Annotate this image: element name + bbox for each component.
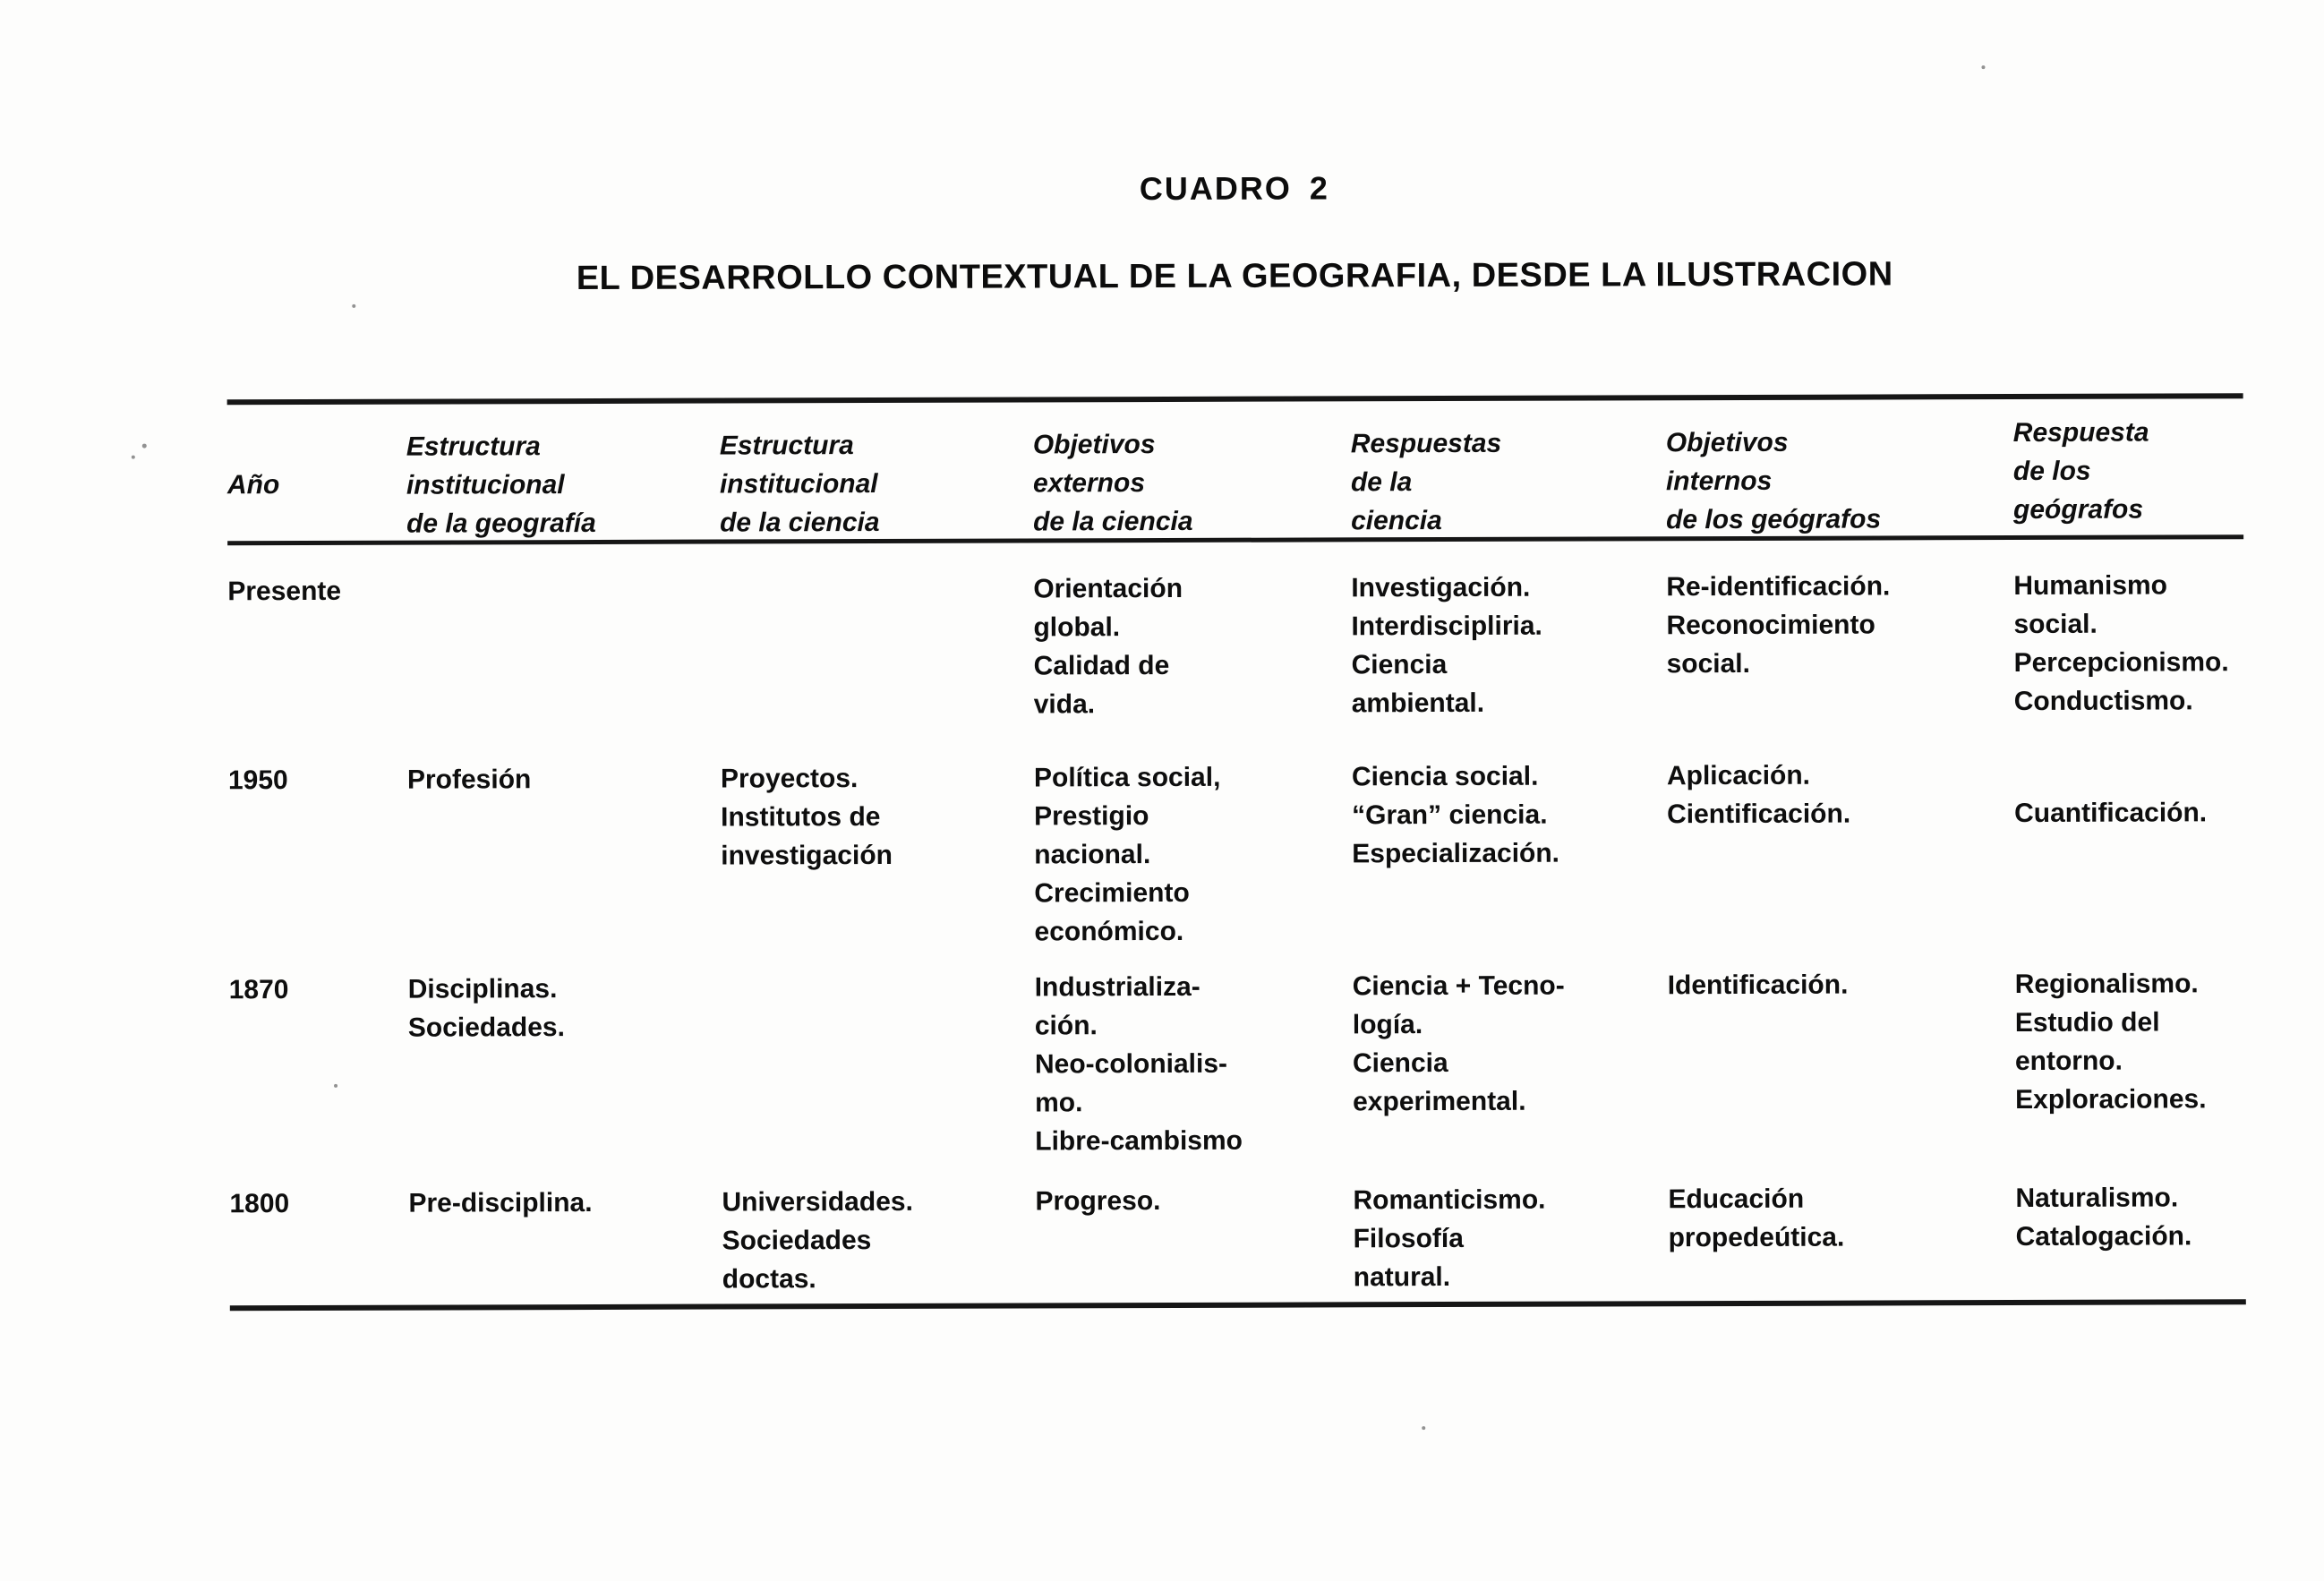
- table-row-presente: [227, 539, 2244, 756]
- column-header-objetivos-internos: Objetivos internos de los geógrafos: [1665, 427, 1882, 535]
- cell-objetivos-externos: Progreso.: [1035, 1186, 1161, 1217]
- scan-speck: [334, 1084, 337, 1088]
- column-header-respuestas-ciencia: Respuestas de la ciencia: [1350, 428, 1502, 536]
- cell-estructura-ciencia: Universidades. Sociedades doctas.: [722, 1186, 913, 1295]
- scan-speck: [132, 456, 135, 459]
- column-header-estructura-geografia: Estructura institucional de la geografía: [406, 432, 596, 539]
- cell-objetivos-internos: Aplicación. Cientificación.: [1666, 760, 1851, 830]
- cell-estructura-geografia: Profesión: [406, 765, 532, 795]
- cell-estructura-geografia: Pre-disciplina.: [408, 1188, 593, 1218]
- context-development-table: [227, 393, 2246, 1311]
- table-row-1870: [229, 962, 2246, 1181]
- scan-speck: [142, 444, 147, 449]
- row-label-year: 1800: [229, 1189, 290, 1219]
- column-header-ano: Año: [226, 470, 280, 500]
- row-label-year: 1870: [228, 975, 289, 1005]
- cell-respuesta-geografos: Cuantificación.: [2014, 798, 2208, 829]
- table-row-1950: [228, 749, 2245, 969]
- cell-estructura-geografia: [406, 544, 721, 756]
- cell-objetivos-externos: Industrializa- ción. Neo-colonialis- mo. Libre-cambismo: [1034, 971, 1243, 1157]
- table-header-row: [227, 398, 2243, 545]
- cell-estructura-ciencia: Proyectos. Institutos de investigación: [720, 764, 893, 871]
- cell-objetivos-externos: Política social, Prestigio nacional. Crecimiento económico.: [1033, 762, 1221, 947]
- cell-respuesta-geografos: Humanismo social. Percepcionismo. Conductismo.: [2013, 570, 2229, 717]
- cell-objetivos-internos: Identificación.: [1667, 970, 1849, 1001]
- scan-speck: [1981, 65, 1985, 69]
- column-header-respuesta-geografos: Respuesta de los geógrafos: [2012, 417, 2149, 526]
- cell-objetivos-internos: Educación propedeútica.: [1668, 1184, 1845, 1253]
- cell-objetivos-internos: Re-identificación. Reconocimiento social.: [1666, 571, 1891, 679]
- scan-speck: [352, 304, 355, 308]
- column-header-objetivos-externos: Objetivos externos de la ciencia: [1032, 430, 1193, 537]
- column-header-estructura-ciencia: Estructura institucional de la ciencia: [719, 431, 880, 538]
- table-row-1800: [229, 1175, 2245, 1305]
- cell-estructura-geografia: Disciplinas. Sociedades.: [407, 974, 565, 1043]
- scan-speck: [1422, 1426, 1425, 1430]
- cell-objetivos-externos: Orientación global. Calidad de vida.: [1033, 573, 1183, 720]
- row-label-year: Presente: [227, 576, 342, 607]
- row-label-year: 1950: [227, 765, 288, 796]
- cell-respuestas-ciencia: Investigación. Interdiscipliria. Ciencia ambiental.: [1351, 572, 1542, 719]
- document-title: EL DESARROLLO CONTEXTUAL DE LA GEOGRAFIA, DESDE LA ILUSTRACION: [576, 255, 1893, 298]
- cell-respuestas-ciencia: Ciencia + Tecno- logía. Ciencia experimental.: [1352, 970, 1565, 1117]
- cell-respuesta-geografos: Regionalismo. Estudio del entorno. Exploraciones.: [2014, 969, 2207, 1115]
- cell-respuestas-ciencia: Ciencia social. “Gran” ciencia. Especialización.: [1351, 761, 1560, 869]
- cell-respuesta-geografos: Naturalismo. Catalogación.: [2015, 1183, 2192, 1252]
- cell-respuestas-ciencia: Romanticismo. Filosofía natural.: [1353, 1184, 1546, 1293]
- table-number-heading: CUADRO 2: [1139, 169, 1329, 208]
- cell-estructura-ciencia: [720, 543, 1034, 754]
- cell-estructura-ciencia: [722, 966, 1036, 1179]
